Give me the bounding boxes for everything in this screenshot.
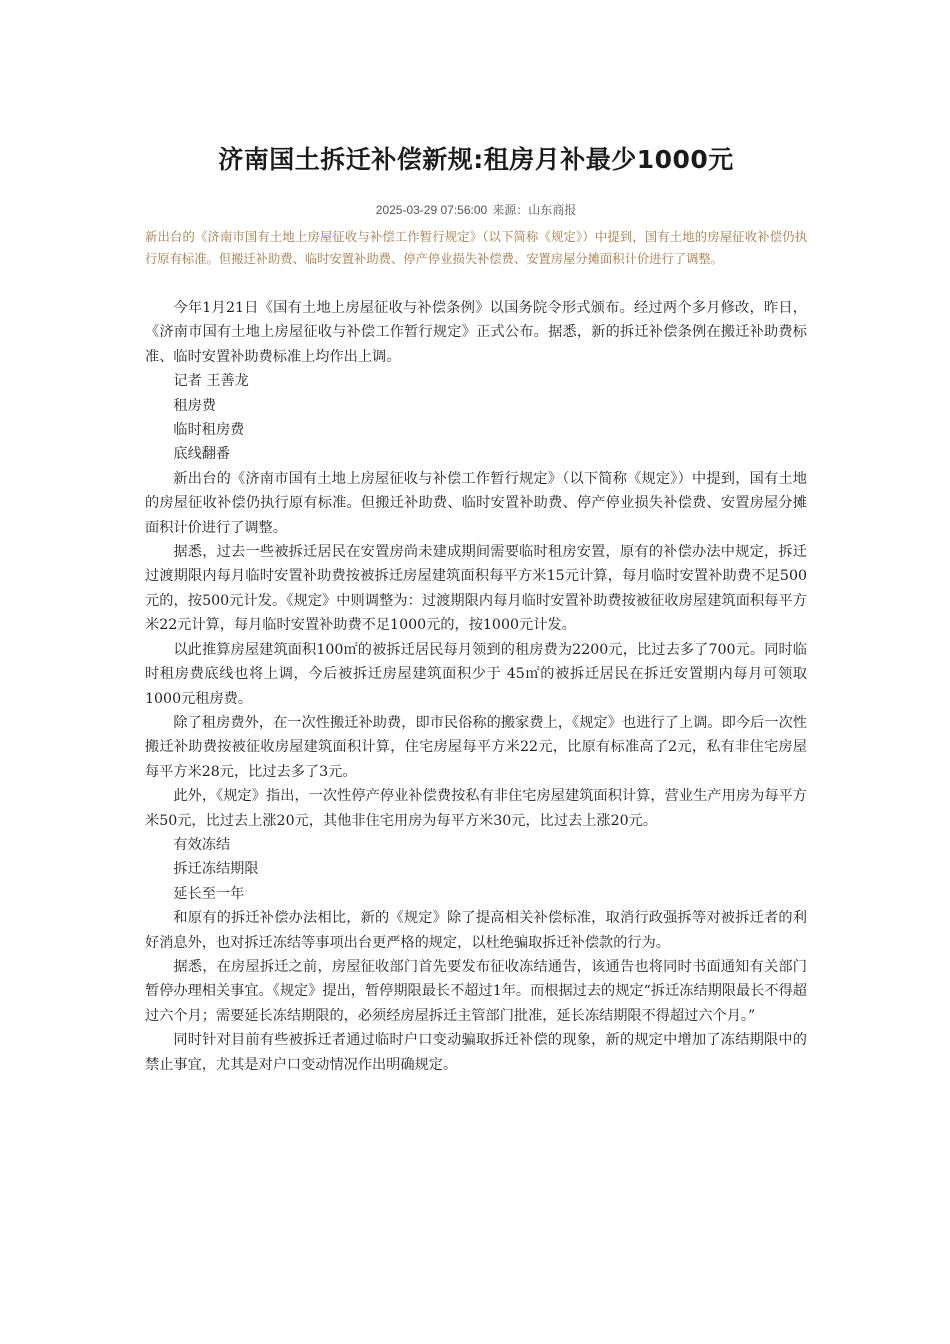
subheading: 有效冻结 [173, 836, 231, 853]
paragraph: 据悉，过去一些被拆迁居民在安置房尚未建成期间需要临时租房安置，原有的补偿办法中规定，拆迁过渡期限内每月临时安置补助费按被拆迁房屋建筑面积每平方米15元计算，每月临时安置补助费不足500元的，按500元计发。《规定》中则调整为：过渡期限内每月临时安置补助费按被征收房屋建筑面积每平方米22元计算，每月临时安置补助费不足1000元的，按1000元计发。 [145, 544, 807, 634]
paragraph: 据悉，在房屋拆迁之前，房屋征收部门首先要发布征收冻结通告，该通告也将同时书面通知有关部门暂停办理相关事宜。《规定》提出，暂停期限最长不超过1年。而根据过去的规定“拆迁冻结期限最长不得超过六个月；需要延长冻结期限的，必须经房屋拆迁主管部门批准，延长冻结期限不得超过六个月。” [145, 958, 807, 1024]
article-source: 来源：山东商报 [492, 203, 577, 217]
article-body [145, 296, 807, 1077]
article-title: 济南国土拆迁补偿新规:租房月补最少1000元 [218, 145, 734, 174]
paragraph: 此外，《规定》指出，一次性停产停业补偿费按私有非住宅房屋建筑面积计算，营业生产用房为每平方米50元，比过去上涨20元，其他非住宅用房为每平方米30元，比过去上涨20元。 [145, 788, 807, 829]
reporter-byline: 记者 王善龙 [173, 373, 249, 390]
paragraph: 除了租房费外，在一次性搬迁补助费，即市民俗称的搬家费上，《规定》也进行了上调。即今后一次性搬迁补助费按被征收房屋建筑面积计算，住宅房屋每平方米22元，比原有标准高了2元，私有非住宅房屋每平方米28元，比过去多了3元。 [145, 714, 807, 780]
subheading: 底线翻番 [173, 446, 231, 463]
article-summary: 新出台的《济南市国有土地上房屋征收与补偿工作暂行规定》（以下简称《规定》）中提到，国有土地的房屋征收补偿仍执行原有标准。但搬迁补助费、临时安置补助费、停产停业损失补偿费、安置房屋分摊面积计价进行了调整。 [145, 230, 807, 266]
subheading: 临时租房费 [173, 422, 245, 439]
publish-date: 2025-03-29 07:56:00 [375, 203, 488, 217]
subheading: 拆迁冻结期限 [173, 861, 259, 878]
subheading: 租房费 [173, 397, 216, 414]
paragraph: 今年1月21日《国有土地上房屋征收与补偿条例》以国务院令形式颁布。经过两个多月修改，昨日，《济南市国有土地上房屋征收与补偿工作暂行规定》正式公布。据悉，新的拆迁补偿条例在搬迁补助费标准、临时安置补助费标准上均作出上调。 [145, 300, 807, 365]
paragraph: 同时针对目前有些被拆迁者通过临时户口变动骗取拆迁补偿的现象，新的规定中增加了冻结期限中的禁止事宜，尤其是对户口变动情况作出明确规定。 [145, 1032, 807, 1073]
paragraph: 新出台的《济南市国有土地上房屋征收与补偿工作暂行规定》（以下简称《规定》）中提到，国有土地的房屋征收补偿仍执行原有标准。但搬迁补助费、临时安置补助费、停产停业损失补偿费、安置房屋分摊面积计价进行了调整。 [145, 470, 807, 536]
article-meta [145, 202, 807, 218]
paragraph: 以此推算房屋建筑面积100㎡的被拆迁居民每月领到的租房费为2200元，比过去多了700元。同时临时租房费底线也将上调，今后被拆迁房屋建筑面积少于 45㎡的被拆迁居民在拆迁安置期内每月可领取1000元租房费。 [145, 641, 807, 707]
paragraph: 和原有的拆迁补偿办法相比，新的《规定》除了提高相关补偿标准，取消行政强拆等对被拆迁者的利好消息外，也对拆迁冻结等事项出台更严格的规定，以杜绝骗取拆迁补偿款的行为。 [145, 910, 807, 951]
subheading: 延长至一年 [173, 885, 245, 902]
